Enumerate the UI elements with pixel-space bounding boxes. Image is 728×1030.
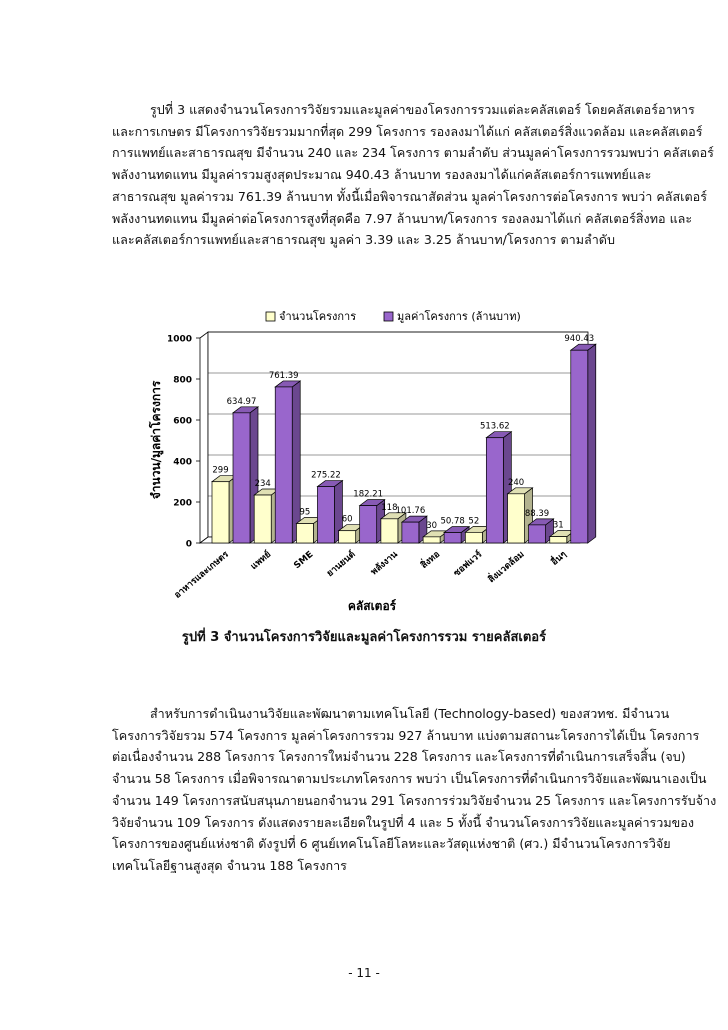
paragraph-line: สาธารณสุข มูลค่ารวม 761.39 ล้านบาท ทั้งนี้เมื่อพิจารณาสัดส่วน มูลค่าโครงการต่อโครงการ พบว่า คลัสเตอร์ [112,188,707,204]
paragraph-line: โครงการวิจัยรวม 574 โครงการ มูลค่าโครงการรวม 927 ล้านบาท แบ่งตามสถานะโครงการได้เป็น โครงการ [112,727,700,743]
page-number: - 11 - [348,966,380,980]
bar-value [360,506,377,543]
x-tick-label: สิ่งทอ [419,549,443,571]
data-label-value: 101.76 [395,506,426,517]
bar-count [465,532,482,543]
paragraph-line: และการเกษตร มีโครงการวิจัยรวมมากที่สุด 299 โครงการ รองลงมาได้แก่ คลัสเตอร์สิ่งแวดล้อม และคลัสเตอร์ [112,123,703,139]
bar-value [317,487,334,543]
data-label-value: 634.97 [226,396,257,407]
bar-value [571,350,588,543]
legend-swatch-value [384,312,393,321]
y-tick-label: 0 [185,539,192,550]
paragraph-line: พลังงานทดแทน มีมูลค่าต่อโครงการสูงที่สุดคือ 7.97 ล้านบาท/โครงการ รองลงมาได้แก่ คลัสเตอร์สิ่งทอ และ [112,210,693,226]
bar-count [296,524,313,543]
x-tick-label: ซอฟแวร์ [452,549,485,579]
cluster-bar-chart [140,298,600,618]
y-tick-label: 800 [173,375,192,386]
x-tick-label: SME [292,549,316,572]
y-tick-label: 200 [173,498,192,509]
bar-value [402,522,419,543]
legend-label-count: จำนวนโครงการ [279,310,357,323]
paragraph-line: ต่อเนื่องจำนวน 288 โครงการ โครงการใหม่จำนวน 228 โครงการ และโครงการที่ดำเนินการเสร็จสิ้น (จบ) [112,749,686,765]
data-label-count: 118 [381,502,398,513]
bar-value [529,525,546,543]
bar-value [444,533,461,543]
data-label-value: 50.78 [440,516,465,527]
paragraph-line: โครงการของศูนย์แห่งชาติ ดังรูปที่ 6 ศูนย์เทคโนโลยีโลหะและวัสดุแห่งชาติ (ศว.) มีจำนวนโครงการวิจัย [112,836,671,852]
x-tick-label: สิ่งแวดล้อม [486,549,527,586]
data-label-value: 761.39 [268,370,299,381]
x-tick-label: แพทย์ [249,549,274,573]
paragraph-line: สำหรับการดำเนินงานวิจัยและพัฒนาตามเทคโนโลยี (Technology-based) ของสวทช. มีจำนวน [150,706,670,721]
data-label-count: 95 [299,507,311,518]
data-label-count: 52 [468,516,480,527]
paragraph-line: การแพทย์และสาธารณสุข มีจำนวน 240 และ 234 โครงการ ตามลำดับ ส่วนมูลค่าโครงการรวมพบว่า คลัสเตอร์ [112,145,714,161]
data-label-count: 60 [341,514,353,525]
data-label-value: 275.22 [311,470,341,481]
bar-count [212,482,229,543]
bar-value [233,413,250,543]
paragraph-line: รูปที่ 3 แสดงจำนวนโครงการวิจัยรวมและมูลค่าของโครงการรวมแต่ละคลัสเตอร์ โดยคลัสเตอร์อาหาร [150,102,695,117]
x-axis-label: คลัสเตอร์ [347,599,397,613]
paragraph-line: พลังงานทดแทน มีมูลค่ารวมสูงสุดประมาณ 940.43 ล้านบาท รองลงมาได้แก่คลัสเตอร์การแพทย์และ [112,167,652,183]
paragraph-line: วิจัยจำนวน 109 โครงการ ดังแสดงรายละเอียดในรูปที่ 4 และ 5 ทั้งนี้ จำนวนโครงการวิจัยและมูลค่ารวมของ [112,814,694,830]
paragraph-line: เทคโนโลยีฐานสูงสุด จำนวน 188 โครงการ [112,857,347,873]
chart-side-wall [200,332,208,543]
y-tick-label: 1000 [166,334,192,345]
x-tick-label: ยานยนต์ [325,549,358,579]
y-tick-label: 600 [173,416,192,427]
bar-value [275,387,292,543]
y-axis-label: จำนวน/มูลค่าโครงการ [149,380,163,500]
bar-count [339,531,356,543]
figure-caption: รูปที่ 3 จำนวนโครงการวิจัยและมูลค่าโครงการรวม รายคลัสเตอร์ [181,630,547,645]
paragraph-line: จำนวน 149 โครงการสนับสนุนภายนอกจำนวน 291 โครงการร่วมวิจัยจำนวน 25 โครงการ และโครงการรับจ้าง [112,792,717,808]
bar-count [550,537,567,543]
x-tick-label: อาหารและเกษตร [172,549,231,601]
paragraph-2 [112,703,717,877]
y-tick-label: 400 [173,457,192,468]
data-label-count: 30 [426,520,438,531]
bar-count [254,495,271,543]
bar-count [423,537,440,543]
paragraph-line: จำนวน 58 โครงการ เมื่อพิจารณาตามประเภทโครงการ พบว่า เป็นโครงการที่ดำเนินการวิจัยและพัฒนาเองเป็น [112,771,707,787]
data-label-count: 240 [507,477,525,488]
x-tick-label: อื่นๆ [549,549,569,568]
data-label-value: 88.39 [524,508,550,519]
paragraph-1 [112,99,714,251]
data-label-value: 513.62 [479,421,510,432]
bar-value [486,438,503,543]
bar-count [381,519,398,543]
data-label-count: 31 [552,520,564,531]
data-label-value: 940.43 [564,334,595,345]
x-tick-label: พลังงาน [369,549,400,578]
legend-swatch-count [266,312,275,321]
legend-label-value: มูลค่าโครงการ (ล้านบาท) [397,310,521,323]
data-label-count: 299 [212,465,229,476]
bar-value-side [588,344,596,543]
bar-value-side [292,381,300,543]
data-label-count: 234 [254,479,271,490]
paragraph-line: และคลัสเตอร์การแพทย์และสาธารณสุข มูลค่า 3.39 และ 3.25 ล้านบาท/โครงการ ตามลำดับ [112,232,615,248]
bar-count [508,494,525,543]
data-label-value: 182.21 [353,489,384,500]
